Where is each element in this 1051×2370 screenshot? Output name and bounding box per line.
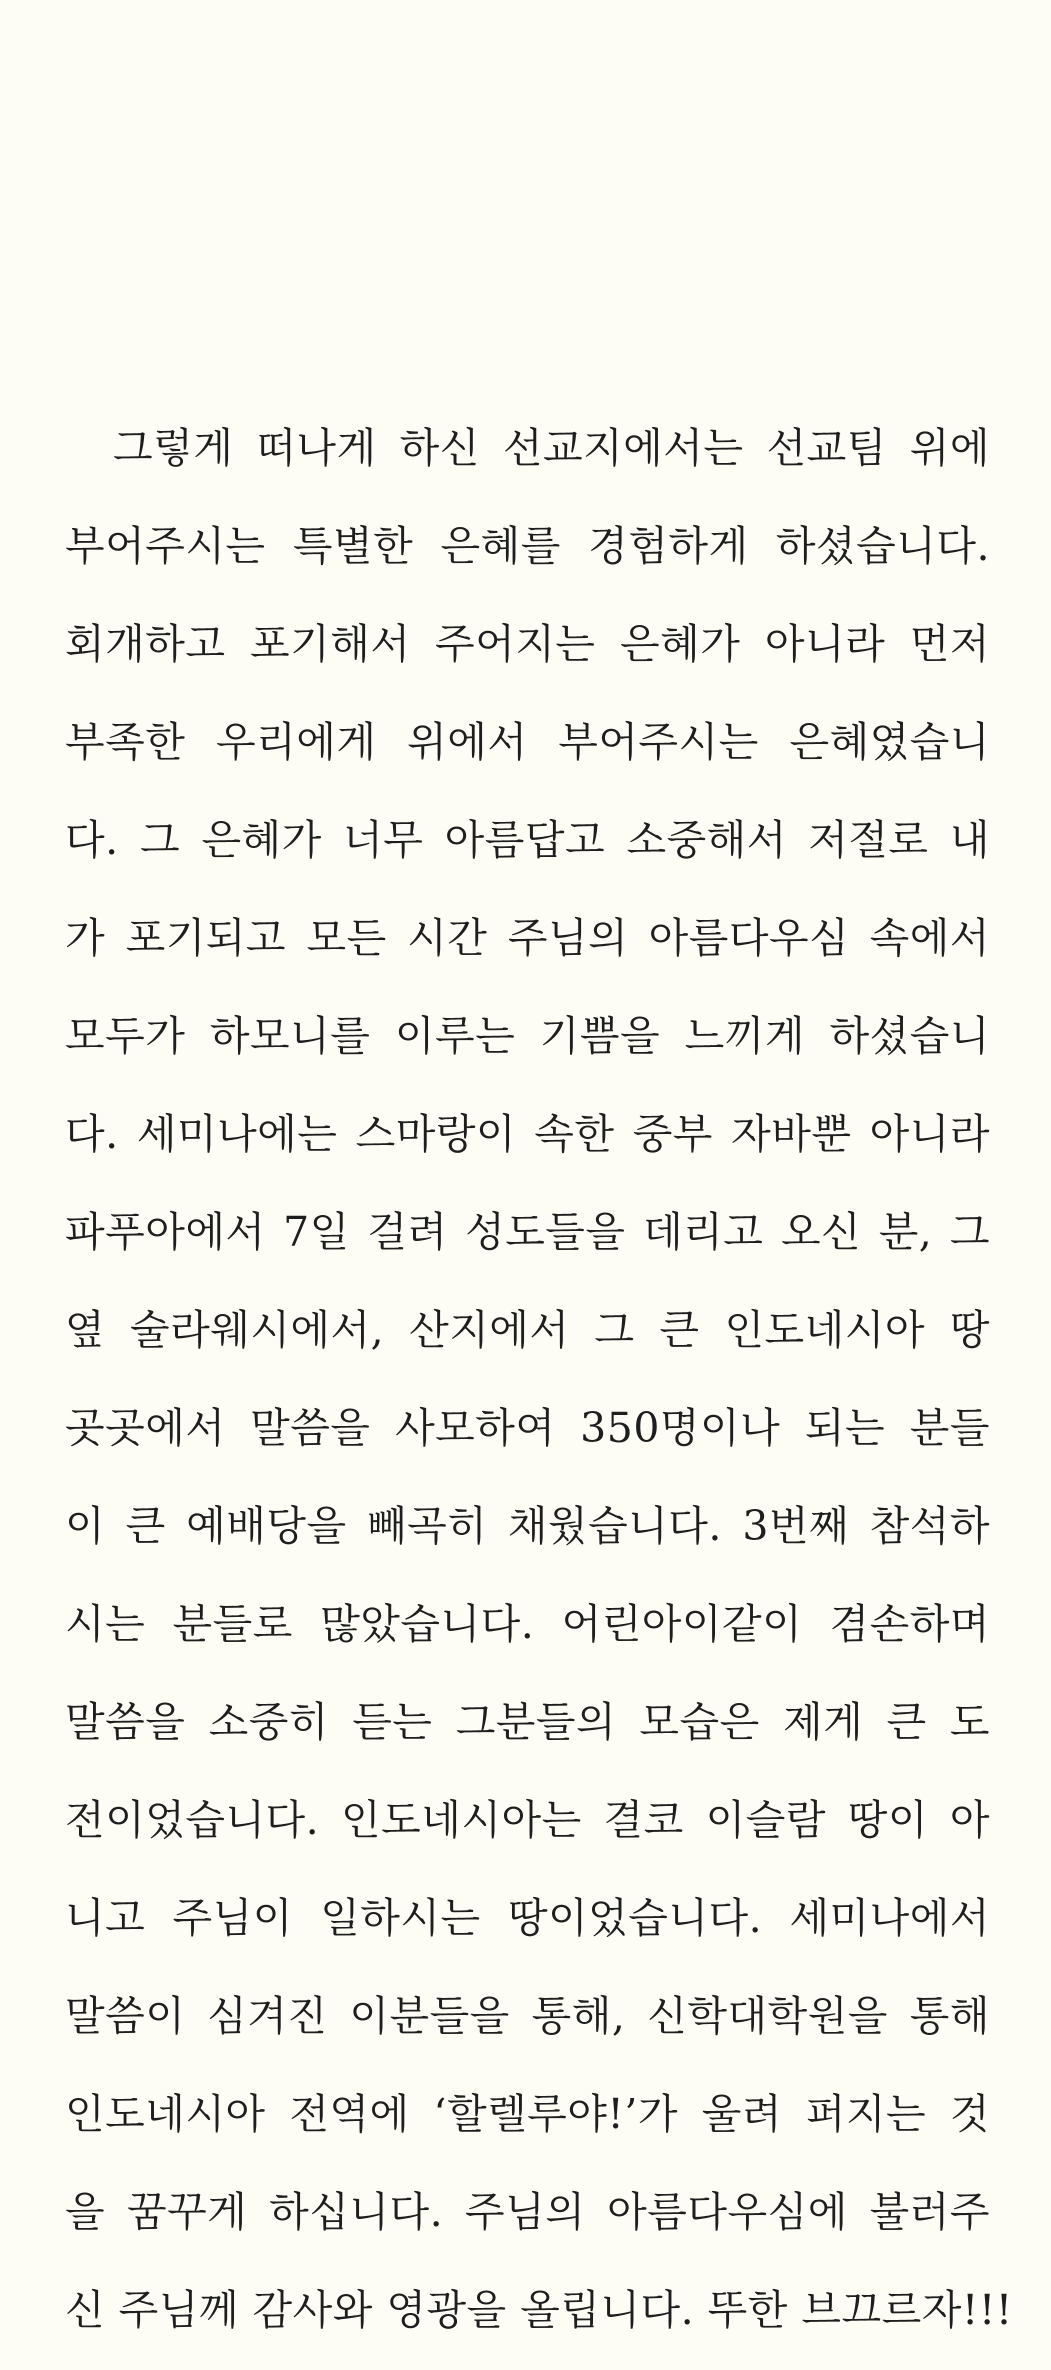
text-line: 모두가 하모니를 이루는 기쁨을 느끼게 하셨습니 [65,1012,990,1060]
text-line: 회개하고 포기해서 주어지는 은혜가 아니라 먼저 [65,620,990,668]
text-line: 부족한 우리에게 위에서 부어주시는 은혜였습니 [65,718,990,766]
text-line: 을 꿈꾸게 하십니다. 주님의 아름다우심에 불러주 [65,2188,990,2236]
text-line: 파푸아에서 7일 걸려 성도들을 데리고 오신 분, 그 [65,1208,990,1256]
text-line: 말씀을 소중히 듣는 그분들의 모습은 제게 큰 도 [65,1698,990,1746]
text-line: 그렇게 떠나게 하신 선교지에서는 선교팀 위에 [113,424,990,472]
text-line: 신 주님께 감사와 영광을 올립니다. 뚜한 브끄르자!!! [65,2286,1013,2334]
text-line: 말씀이 심겨진 이분들을 통해, 신학대학원을 통해 [65,1992,990,2040]
text-line: 곳곳에서 말씀을 사모하여 350명이나 되는 분들 [65,1404,990,1452]
text-line: 옆 술라웨시에서, 산지에서 그 큰 인도네시아 땅 [65,1306,990,1354]
text-line: 이 큰 예배당을 빼곡히 채웠습니다. 3번째 참석하 [65,1502,990,1550]
text-line: 다. 세미나에는 스마랑이 속한 중부 자바뿐 아니라 [65,1110,990,1158]
text-line: 인도네시아 전역에 ‘할렐루야!’가 울려 퍼지는 것 [65,2090,990,2138]
text-line: 니고 주님이 일하시는 땅이었습니다. 세미나에서 [65,1894,990,1942]
text-line: 부어주시는 특별한 은혜를 경험하게 하셨습니다. [65,522,990,570]
text-line: 다. 그 은혜가 너무 아름답고 소중해서 저절로 내 [65,816,990,864]
text-line: 전이었습니다. 인도네시아는 결코 이슬람 땅이 아 [65,1796,990,1844]
text-line: 가 포기되고 모든 시간 주님의 아름다우심 속에서 [65,914,990,962]
body-paragraph [65,410,1013,2370]
text-line: 시는 분들로 많았습니다. 어린아이같이 겸손하며 [65,1600,990,1648]
